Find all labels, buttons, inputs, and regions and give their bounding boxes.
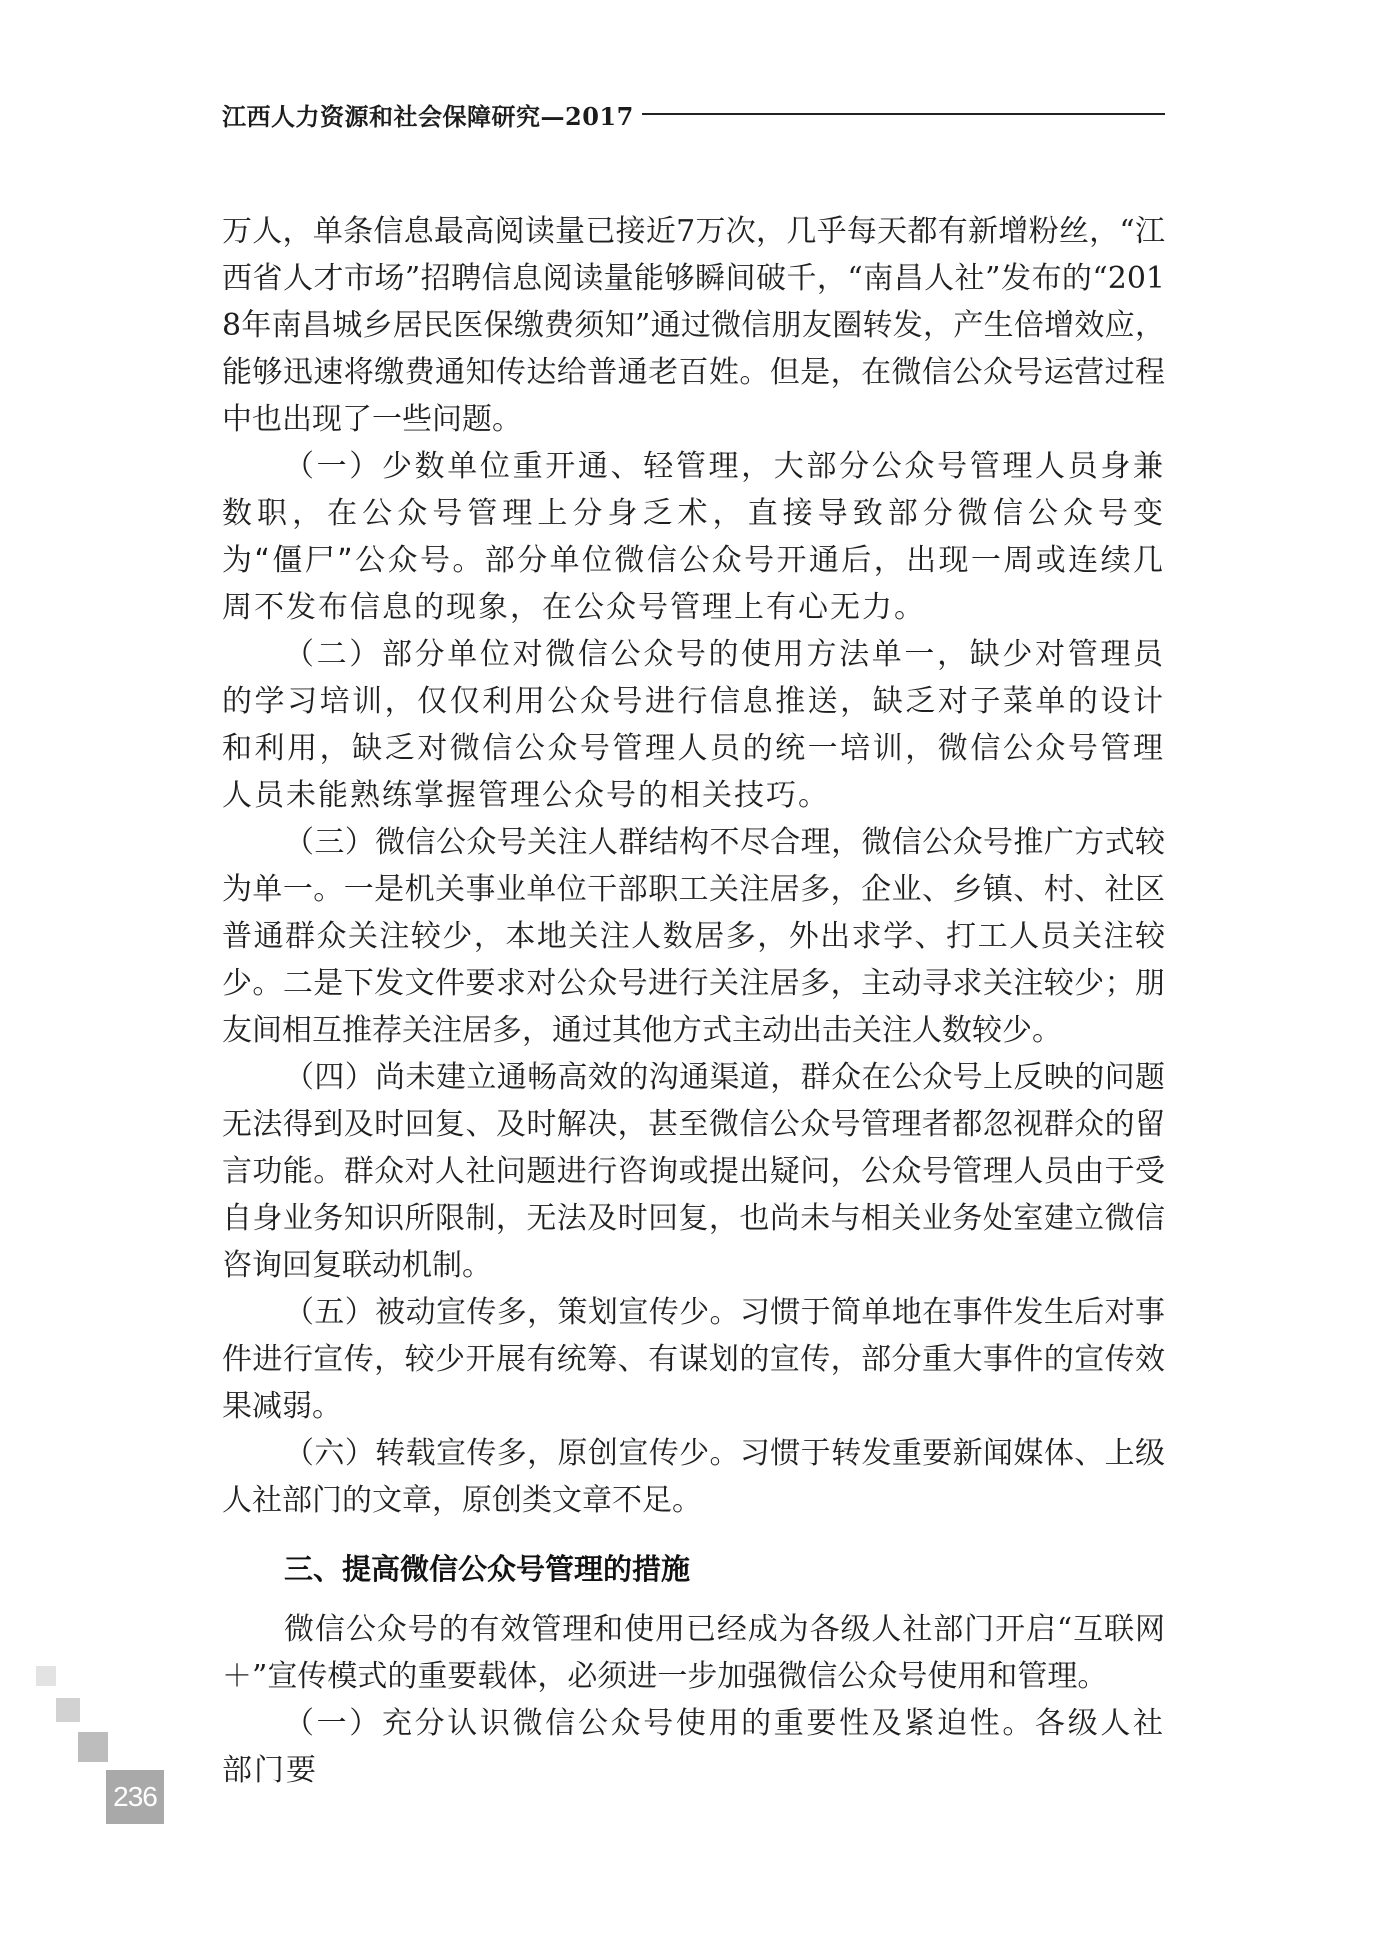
running-header	[222, 96, 1165, 132]
decorative-square	[36, 1666, 56, 1686]
decorative-square	[78, 1732, 108, 1762]
paragraph-issue-4: （四）尚未建立通畅高效的沟通渠道，群众在公众号上反映的问题无法得到及时回复、及时解决，甚至微信公众号管理者都忽视群众的留言功能。群众对人社问题进行咨询或提出疑问，公众号管理人员由于受自身业务知识所限制，无法及时回复，也尚未与相关业务处室建立微信咨询回复联动机制。	[222, 1060, 1165, 1283]
decorative-square	[56, 1698, 80, 1722]
paragraph-measure-1: （一）充分认识微信公众号使用的重要性及紧迫性。各级人社部门要	[222, 1706, 1165, 1788]
paragraph-continuation: 万人，单条信息最高阅读量已接近7万次，几乎每天都有新增粉丝，“江西省人才市场”招聘信息阅读量能够瞬间破千，“南昌人社”发布的“2018年南昌城乡居民医保缴费须知”通过微信朋友圈转发，产生倍增效应，能够迅速将缴费通知传达给普通老百姓。但是，在微信公众号运营过程中也出现了一些问题。	[222, 214, 1165, 437]
article-body	[222, 208, 1165, 1794]
paragraph-issue-6: （六）转载宣传多，原创宣传少。习惯于转发重要新闻媒体、上级人社部门的文章，原创类文章不足。	[222, 1436, 1165, 1518]
page-number-box	[106, 1770, 164, 1824]
section-heading: 三、提高微信公众号管理的措施	[284, 1552, 691, 1586]
paragraph-intro-measures: 微信公众号的有效管理和使用已经成为各级人社部门开启“互联网＋”宣传模式的重要载体，必须进一步加强微信公众号使用和管理。	[222, 1612, 1165, 1694]
journal-title: 江西人力资源和社会保障研究—2017	[222, 101, 634, 131]
paragraph-issue-3: （三）微信公众号关注人群结构不尽合理，微信公众号推广方式较为单一。一是机关事业单位干部职工关注居多，企业、乡镇、村、社区普通群众关注较少，本地关注人数居多，外出求学、打工人员关注较少。二是下发文件要求对公众号进行关注居多，主动寻求关注较少；朋友间相互推荐关注居多，通过其他方式主动出击关注人数较少。	[222, 825, 1165, 1048]
paragraph-issue-2: （二）部分单位对微信公众号的使用方法单一，缺少对管理员的学习培训，仅仅利用公众号进行信息推送，缺乏对子菜单的设计和利用，缺乏对微信公众号管理人员的统一培训，微信公众号管理人员未能熟练掌握管理公众号的相关技巧。	[222, 637, 1165, 813]
header-rule	[642, 113, 1165, 115]
paragraph-issue-5: （五）被动宣传多，策划宣传少。习惯于简单地在事件发生后对事件进行宣传，较少开展有统筹、有谋划的宣传，部分重大事件的宣传效果减弱。	[222, 1295, 1165, 1424]
page-number: 236	[113, 1781, 157, 1812]
paragraph-issue-1: （一）少数单位重开通、轻管理，大部分公众号管理人员身兼数职，在公众号管理上分身乏术，直接导致部分微信公众号变为“僵尸”公众号。部分单位微信公众号开通后，出现一周或连续几周不发布信息的现象，在公众号管理上有心无力。	[222, 449, 1165, 625]
